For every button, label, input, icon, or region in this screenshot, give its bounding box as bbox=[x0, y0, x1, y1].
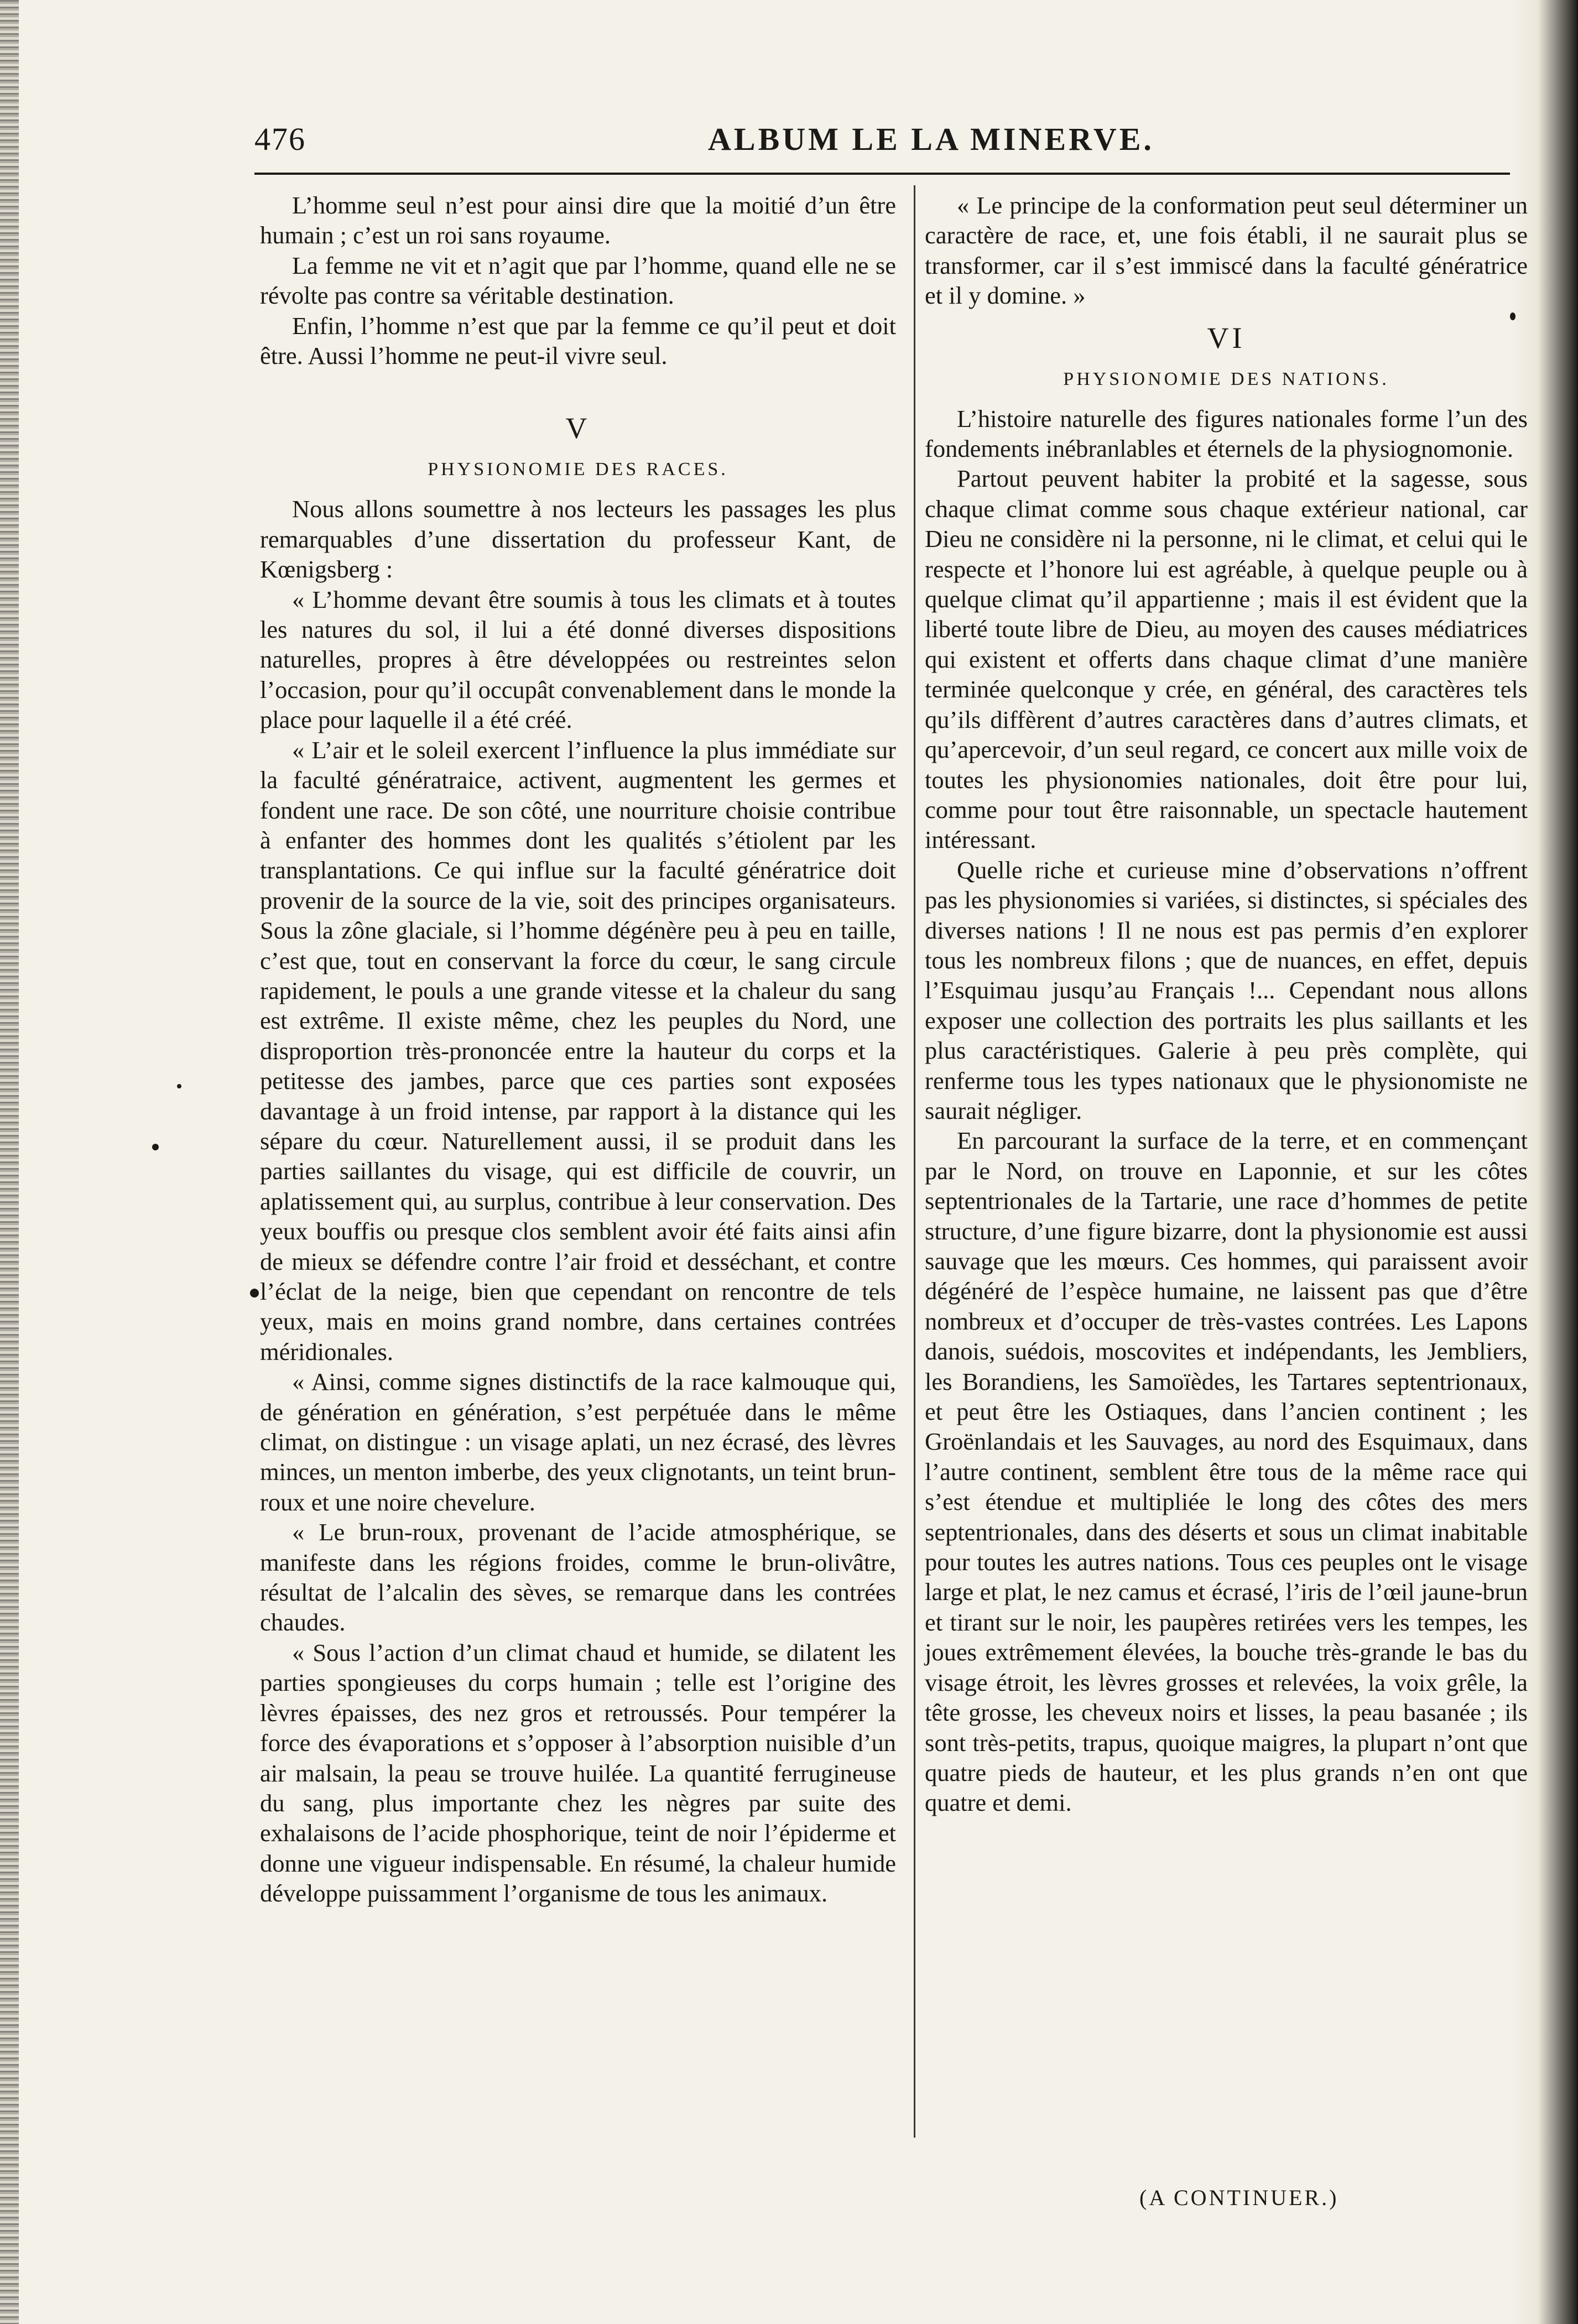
paragraph: L’histoire naturelle des figures nationales forme l’un des fondements inébranlables et éternels de la physiognomonie. bbox=[925, 404, 1528, 463]
paragraph: « Le principe de la conformation peut seul déterminer un caractère de race, et, une fois établi, il ne saurait plus se transformer, car il s’est immiscé dans la faculté génératrice et il y domine. » bbox=[925, 191, 1528, 310]
paragraph: « Sous l’action d’un climat chaud et humide, se dilatent les parties spongieuses du corps humain ; telle est l’origine des lèvres épaisses, des nez gros et retroussés. Pour tempérer la force des évaporations et s’opposer à l’absorption nuisible d’un air malsain, la peau se trouve huilée. La quantité ferrugineuse du sang, plus importante chez les nègres par suite des exhalaisons de l’acide phosphorique, teint de noir l’épiderme et donne une vigueur indispensable. En résumé, la chaleur humide développe puissamment l’organisme de tous les animaux. bbox=[260, 1638, 896, 1908]
left-column bbox=[260, 190, 896, 1909]
section-number: VI bbox=[1207, 321, 1246, 355]
header-rule bbox=[254, 173, 1510, 175]
ink-speck bbox=[1510, 312, 1515, 320]
paragraph: Enfin, l’homme n’est que par la femme ce qu’il peut et doit être. Aussi l’homme ne peut-il vivre seul. bbox=[260, 311, 896, 370]
spacer bbox=[260, 371, 896, 401]
ink-speck bbox=[152, 1144, 159, 1150]
paragraph: « L’homme devant être soumis à tous les climats et à toutes les natures du sol, il lui a été donné diverses dispositions naturelles, propres à être développées ou restreintes selon l’occasion, pour qu’il occupât convenablement dans le monde la place pour laquelle il a été créé. bbox=[260, 585, 896, 734]
running-title: ALBUM LE LA MINERVE. bbox=[708, 121, 1154, 157]
page-header bbox=[254, 121, 1510, 170]
paragraph: Nous allons soumettre à nos lecteurs les passages les plus remarquables d’une dissertation du professeur Kant, de Kœnigsberg : bbox=[260, 495, 896, 583]
column-divider bbox=[914, 185, 915, 2138]
paragraph: « L’air et le soleil exercent l’influence la plus immédiate sur la faculté génératraice, activent, augmentent les germes et fondent une race. De son côté, une nourriture choisie contribue à enfanter des hommes dont les qualités s’étiolent par les transplantations. Ce qui influe sur la faculté génératrice doit provenir de la source de la vie, soit des principes organisateurs. Sous la zône glaciale, si l’homme dégénère peu à peu en taille, c’est que, tout en conservant la force du cœur, le sang circule rapidement, le pouls a une grande vitesse et la chaleur du sang est extrême. Il existe même, chez les peuples du Nord, une disproportion très-prononcée entre la hauteur du corps et la petitesse des jambes, parce que ces parties sont exposées davantage à un froid intense, par rapport à la distance qui les sépare du cœur. Naturellement aussi, il se produit dans les parties saillantes du visage, qui est difficile de couvrir, un aplatissement qui, au surplus, contribue à leur conservation. Des yeux bouffis ou presque clos semblent avoir été faits ainsi afin de mieux se défendre contre l’air froid et desséchant, et contre l’éclat de la neige, bien que cependant on rencontre de tels yeux, mais en moins grand nombre, dans certaines contrées méridionales. bbox=[260, 736, 896, 1366]
right-column bbox=[925, 190, 1528, 1818]
continuation-note: (A CONTINUER.) bbox=[1139, 2185, 1339, 2210]
paragraph: L’homme seul n’est pour ainsi dire que la moitié d’un être humain ; c’est un roi sans royaume. bbox=[260, 191, 896, 249]
section-title: PHYSIONOMIE DES RACES. bbox=[428, 459, 728, 480]
section-number: V bbox=[565, 411, 591, 445]
page-number: 476 bbox=[254, 121, 306, 157]
paragraph: Quelle riche et curieuse mine d’observations n’offrent pas les physionomies si variées, si distinctes, si spéciales des diverses nations ! Il ne nous est pas permis d’en explorer tous les nombreux filons ; que de nuances, en effet, depuis l’Esquimau jusqu’au Français !... Cependant nous allons exposer une collection des portraits les plus saillants et les plus caractéristiques. Galerie à peu près complète, qui renferme tous les types nationaux que le physionomiste ne saurait négliger. bbox=[925, 856, 1528, 1124]
paragraph: « Ainsi, comme signes distinctifs de la race kalmouque qui, de génération en génération, s’est perpétuée dans le même climat, on distingue : un visage aplati, un nez écrasé, des lèvres minces, un menton imberbe, des yeux clignotants, un teint brun-roux et une noire chevelure. bbox=[260, 1368, 896, 1516]
binding-edge-left bbox=[0, 0, 19, 2324]
paragraph: Partout peuvent habiter la probité et la sagesse, sous chaque climat comme sous chaque extérieur national, car Dieu ne considère ni la personne, ni le climat, et celui qui le respecte et l’honore lui est agréable, à quelque peuple ou à quelque climat qu’il appartienne ; mais il est évident que la liberté toute libre de Dieu, au moyen des causes médiatrices qui existent et offerts dans chaque climat d’une manière terminée quelconque y crée, en général, des caractères tels qu’ils diffèrent d’autres caractères dans d’autres climats, et qu’apercevoir, d’un seul regard, ce concert aux mille voix de toutes les physionomies nationales, doit être pour lui, comme pour tout être raisonnable, un spectacle hautement intéressant. bbox=[925, 465, 1528, 854]
paragraph: « Le brun-roux, provenant de l’acide atmosphérique, se manifeste dans les régions froides, comme le brun-olivâtre, résultat de l’alcalin des sèves, se remarque dans les contrées chaudes. bbox=[260, 1518, 896, 1637]
paragraph: La femme ne vit et n’agit que par l’homme, quand elle ne se révolte pas contre sa véritable destination. bbox=[260, 251, 896, 310]
ink-speck bbox=[177, 1084, 181, 1088]
paragraph: En parcourant la surface de la terre, et en commençant par le Nord, on trouve en Laponnie, et sur les côtes septentrionales de la Tartarie, une race d’hommes de petite structure, d’une figure bizarre, dont la physionomie est aussi sauvage que les mœurs. Ces hommes, qui paraissent avoir dégénéré de l’espèce humaine, ne laissent pas que d’être nombreux et d’occuper de très-vastes contrées. Les Lapons danois, suédois, moscovites et indépendants, les Jembliers, les Borandiens, les Samoïèdes, les Tartares septentrionaux, et peut être les Ostiaques, dans l’ancien continent ; les Groënlandais et les Sauvages, au nord des Esquimaux, dans l’autre continent, semblent être tous de la même race qui s’est étendue et multipliée le long des côtes des mers septentrionales, dans des déserts et sous un climat inabitable pour toutes les autres nations. Tous ces peuples ont le visage large et plat, le nez camus et écrasé, l’iris de l’œil jaune-brun et tirant sur le noir, les paupères retirées vers les tempes, les joues extrêmement élevées, la bouche très-grande le bas du visage étroit, les lèvres grosses et relevées, la voix grêle, la tête grosse, les cheveux noirs et lisses, la peau basanée ; ils sont très-petits, trapus, quoique maigres, la plupart n’ont que quatre pieds de hauteur, et les plus grands n’en ont que quatre et demi. bbox=[925, 1127, 1528, 1817]
ink-speck bbox=[250, 1289, 259, 1298]
section-title: PHYSIONOMIE DES NATIONS. bbox=[1063, 368, 1389, 389]
